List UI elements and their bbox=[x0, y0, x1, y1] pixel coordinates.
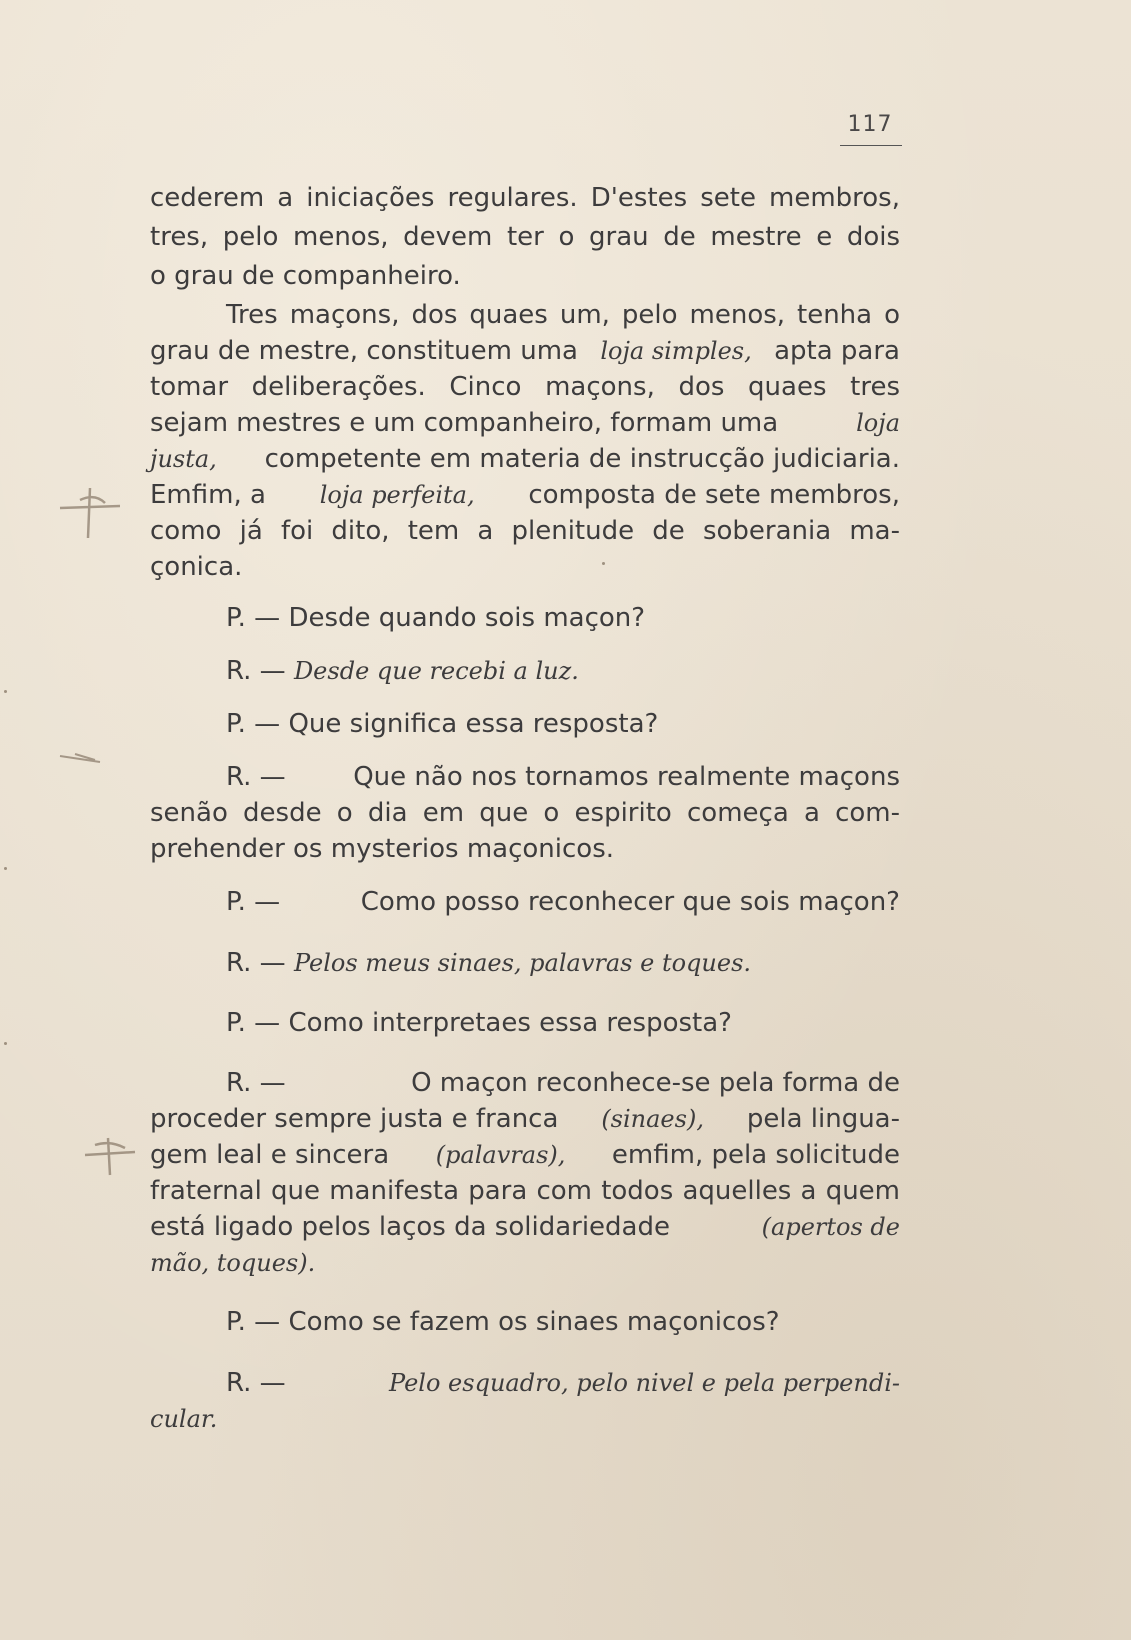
body-line bbox=[150, 408, 900, 438]
qa-prefix: P. — bbox=[226, 709, 281, 739]
text-run: gem leal e sincera bbox=[150, 1140, 390, 1170]
italic-term: loja bbox=[856, 409, 900, 437]
italic-term: loja perfeita, bbox=[319, 481, 475, 509]
text-run: proceder sempre justa e franca bbox=[150, 1104, 559, 1134]
qa-prefix: R. — bbox=[226, 762, 286, 792]
question-text: Desde quando sois maçon? bbox=[288, 603, 646, 633]
pinhole-speck bbox=[4, 690, 7, 693]
question-text: Como interpretaes essa resposta? bbox=[288, 1008, 732, 1038]
question-line bbox=[226, 887, 900, 917]
answer-line bbox=[226, 656, 579, 686]
page-number: 117 bbox=[847, 112, 893, 137]
text-run: grau de mestre, constituem uma bbox=[150, 336, 578, 366]
qa-prefix: P. — bbox=[226, 603, 281, 633]
answer-line bbox=[150, 1140, 900, 1170]
answer-line: fraternal que manifesta para com todos aquelles a quem bbox=[150, 1176, 900, 1206]
question-line bbox=[226, 1307, 780, 1337]
page-number-rule bbox=[840, 145, 902, 146]
body-line: tres, pelo menos, devem ter o grau de mestre e dois bbox=[150, 222, 900, 252]
body-line: tomar deliberações. Cinco maçons, dos quaes tres bbox=[150, 372, 900, 402]
text-run: apta para bbox=[774, 336, 900, 366]
answer-text: Pelos meus sinaes, palavras e toques. bbox=[293, 949, 752, 977]
answer-line: cular. bbox=[150, 1405, 218, 1433]
answer-text: Pelo esquadro, pelo nivel e pela perpendi- bbox=[389, 1369, 900, 1397]
answer-text: Que não nos tornamos realmente maçons bbox=[353, 762, 900, 792]
body-line: Tres maçons, dos quaes um, pelo menos, tenha o bbox=[226, 300, 900, 330]
italic-term: justa, bbox=[150, 445, 217, 473]
question-line bbox=[226, 709, 658, 739]
body-line: çonica. bbox=[150, 552, 243, 582]
answer-text: O maçon reconhece-se pela forma de bbox=[411, 1068, 900, 1098]
question-text: Como posso reconhecer que sois maçon? bbox=[360, 887, 900, 917]
answer-line bbox=[226, 948, 751, 978]
answer-line: senão desde o dia em que o espirito começa a com- bbox=[150, 798, 900, 828]
margin-mark-icon bbox=[50, 478, 130, 548]
body-line: o grau de companheiro. bbox=[150, 261, 461, 291]
pinhole-speck bbox=[602, 562, 605, 565]
qa-prefix: P. — bbox=[226, 887, 281, 917]
question-line bbox=[226, 603, 645, 633]
answer-line bbox=[226, 1068, 900, 1098]
italic-term: (apertos de bbox=[761, 1213, 900, 1241]
body-line bbox=[150, 336, 900, 366]
italic-term: loja simples, bbox=[600, 337, 752, 365]
qa-prefix: R. — bbox=[226, 656, 286, 686]
margin-mark-icon bbox=[80, 1130, 140, 1180]
qa-prefix: R. — bbox=[226, 1068, 286, 1098]
answer-line: prehender os mysterios maçonicos. bbox=[150, 834, 615, 864]
text-run: competente em materia de instrucção judiciaria. bbox=[264, 444, 900, 474]
text-run: emfim, pela solicitude bbox=[611, 1140, 900, 1170]
margin-mark-icon bbox=[55, 748, 105, 768]
qa-prefix: R. — bbox=[226, 1368, 286, 1398]
qa-prefix: R. — bbox=[226, 948, 286, 978]
text-run: está ligado pelos laços da solidariedade bbox=[150, 1212, 670, 1242]
answer-line bbox=[226, 1368, 900, 1398]
question-text: Que significa essa resposta? bbox=[288, 709, 659, 739]
text-run: Emfim, a bbox=[150, 480, 266, 510]
answer-line bbox=[150, 1104, 900, 1134]
italic-term: (sinaes), bbox=[601, 1105, 704, 1133]
italic-term: (palavras), bbox=[435, 1141, 566, 1169]
body-line: cederem a iniciações regulares. D'estes sete membros, bbox=[150, 183, 900, 213]
body-line: como já foi dito, tem a plenitude de soberania ma- bbox=[150, 516, 900, 546]
question-line bbox=[226, 1008, 732, 1038]
answer-line bbox=[150, 1212, 900, 1242]
answer-text: Desde que recebi a luz. bbox=[293, 657, 579, 685]
answer-line bbox=[226, 762, 900, 792]
body-line bbox=[150, 480, 900, 510]
text-run: pela lingua- bbox=[746, 1104, 900, 1134]
pinhole-speck bbox=[4, 867, 7, 870]
question-text: Como se fazem os sinaes maçonicos? bbox=[288, 1307, 780, 1337]
text-run: composta de sete membros, bbox=[528, 480, 900, 510]
qa-prefix: P. — bbox=[226, 1008, 281, 1038]
answer-line: mão, toques). bbox=[150, 1249, 316, 1277]
text-run: sejam mestres e um companheiro, formam uma bbox=[150, 408, 779, 438]
qa-prefix: P. — bbox=[226, 1307, 281, 1337]
body-line bbox=[150, 444, 900, 474]
pinhole-speck bbox=[4, 1042, 7, 1045]
